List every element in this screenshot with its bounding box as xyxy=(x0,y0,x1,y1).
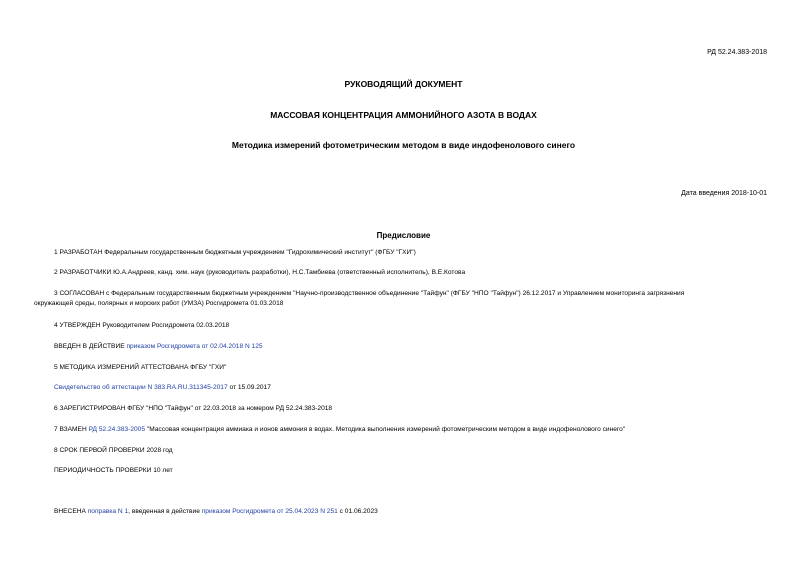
replaces-label: 7 ВЗАМЕН xyxy=(54,426,87,433)
certificate-date: от 15.09.2017 xyxy=(229,384,271,391)
preface-item-5b xyxy=(54,383,271,393)
amendment-link[interactable]: поправка N 1 xyxy=(87,508,129,515)
preface-item-3 xyxy=(34,289,685,309)
amendment-note xyxy=(54,507,378,517)
introduction-date: Дата введения 2018-10-01 xyxy=(681,190,767,197)
amendment-date: с 01.06.2023 xyxy=(339,508,378,515)
document-main-title: МАССОВАЯ КОНЦЕНТРАЦИЯ АММОНИЙНОГО АЗОТА В ВОДАХ xyxy=(270,110,537,120)
preface-item-6: 6 ЗАРЕГИСТРИРОВАН ФГБУ "НПО "Тайфун" от 22.03.2018 за номером РД 52.24.383-2018 xyxy=(54,405,333,412)
preface-item-2: 2 РАЗРАБОТЧИКИ Ю.А.Андреев, канд. хим. наук (руководитель разработки), Н.С.Тамбиева (ответственный исполнитель), В.Е.Котова xyxy=(54,269,466,276)
document-code: РД 52.24.383-2018 xyxy=(707,49,767,56)
preface-heading: Предисловие xyxy=(376,231,431,240)
enactment-order-link[interactable]: приказом Росгидромета от 02.04.2018 N 125 xyxy=(126,343,263,350)
preface-item-4: 4 УТВЕРЖДЕН Руководителем Росгидромета 02.03.2018 xyxy=(54,322,230,329)
enacted-label: ВВЕДЕН В ДЕЙСТВИЕ xyxy=(54,343,125,350)
preface-item-3-line2: окружающей среды, полярных и морских работ (УМЗА) Росгидромета 01.03.2018 xyxy=(34,300,284,307)
preface-item-1: 1 РАЗРАБОТАН Федеральным государственным бюджетным учреждением "Гидрохимический институт" (ФГБУ "ГХИ") xyxy=(54,249,416,256)
document-subtitle: Методика измерений фотометрическим методом в виде индофенолового синего xyxy=(231,140,576,150)
preface-item-8b: ПЕРИОДИЧНОСТЬ ПРОВЕРКИ 10 лет xyxy=(54,467,173,474)
document-type-title: РУКОВОДЯЩИЙ ДОКУМЕНТ xyxy=(344,79,463,89)
preface-item-3-line1: 3 СОГЛАСОВАН с Федеральным государственным бюджетным учреждением "Научно-производственное объединение "Тайфун" (ФГБУ "НПО "Тайфун") 26.12.2017 и Управлением мониторинга загрязнения xyxy=(54,290,685,297)
replaced-document-title: "Массовая концентрация аммиака и ионов аммония в водах. Методика выполнения измерений фотометрическим методом в виде индофенолового синего" xyxy=(146,426,626,433)
amendment-mid-text: , введенная в действие xyxy=(128,508,200,515)
preface-item-4b xyxy=(54,342,263,352)
preface-item-7 xyxy=(54,425,625,435)
preface-item-5: 5 МЕТОДИКА ИЗМЕРЕНИЙ АТТЕСТОВАНА ФГБУ "ГХИ" xyxy=(54,364,227,371)
replaced-document-link[interactable]: РД 52.24.383-2005 xyxy=(88,426,146,433)
amendment-label: ВНЕСЕНА xyxy=(54,508,86,515)
certificate-link[interactable]: Свидетельство об аттестации N 383.RA.RU.311345-2017 xyxy=(54,384,228,391)
preface-item-8: 8 СРОК ПЕРВОЙ ПРОВЕРКИ 2028 год xyxy=(54,447,173,454)
amendment-order-link[interactable]: приказом Росгидромета от 25.04.2023 N 251 xyxy=(201,508,338,515)
